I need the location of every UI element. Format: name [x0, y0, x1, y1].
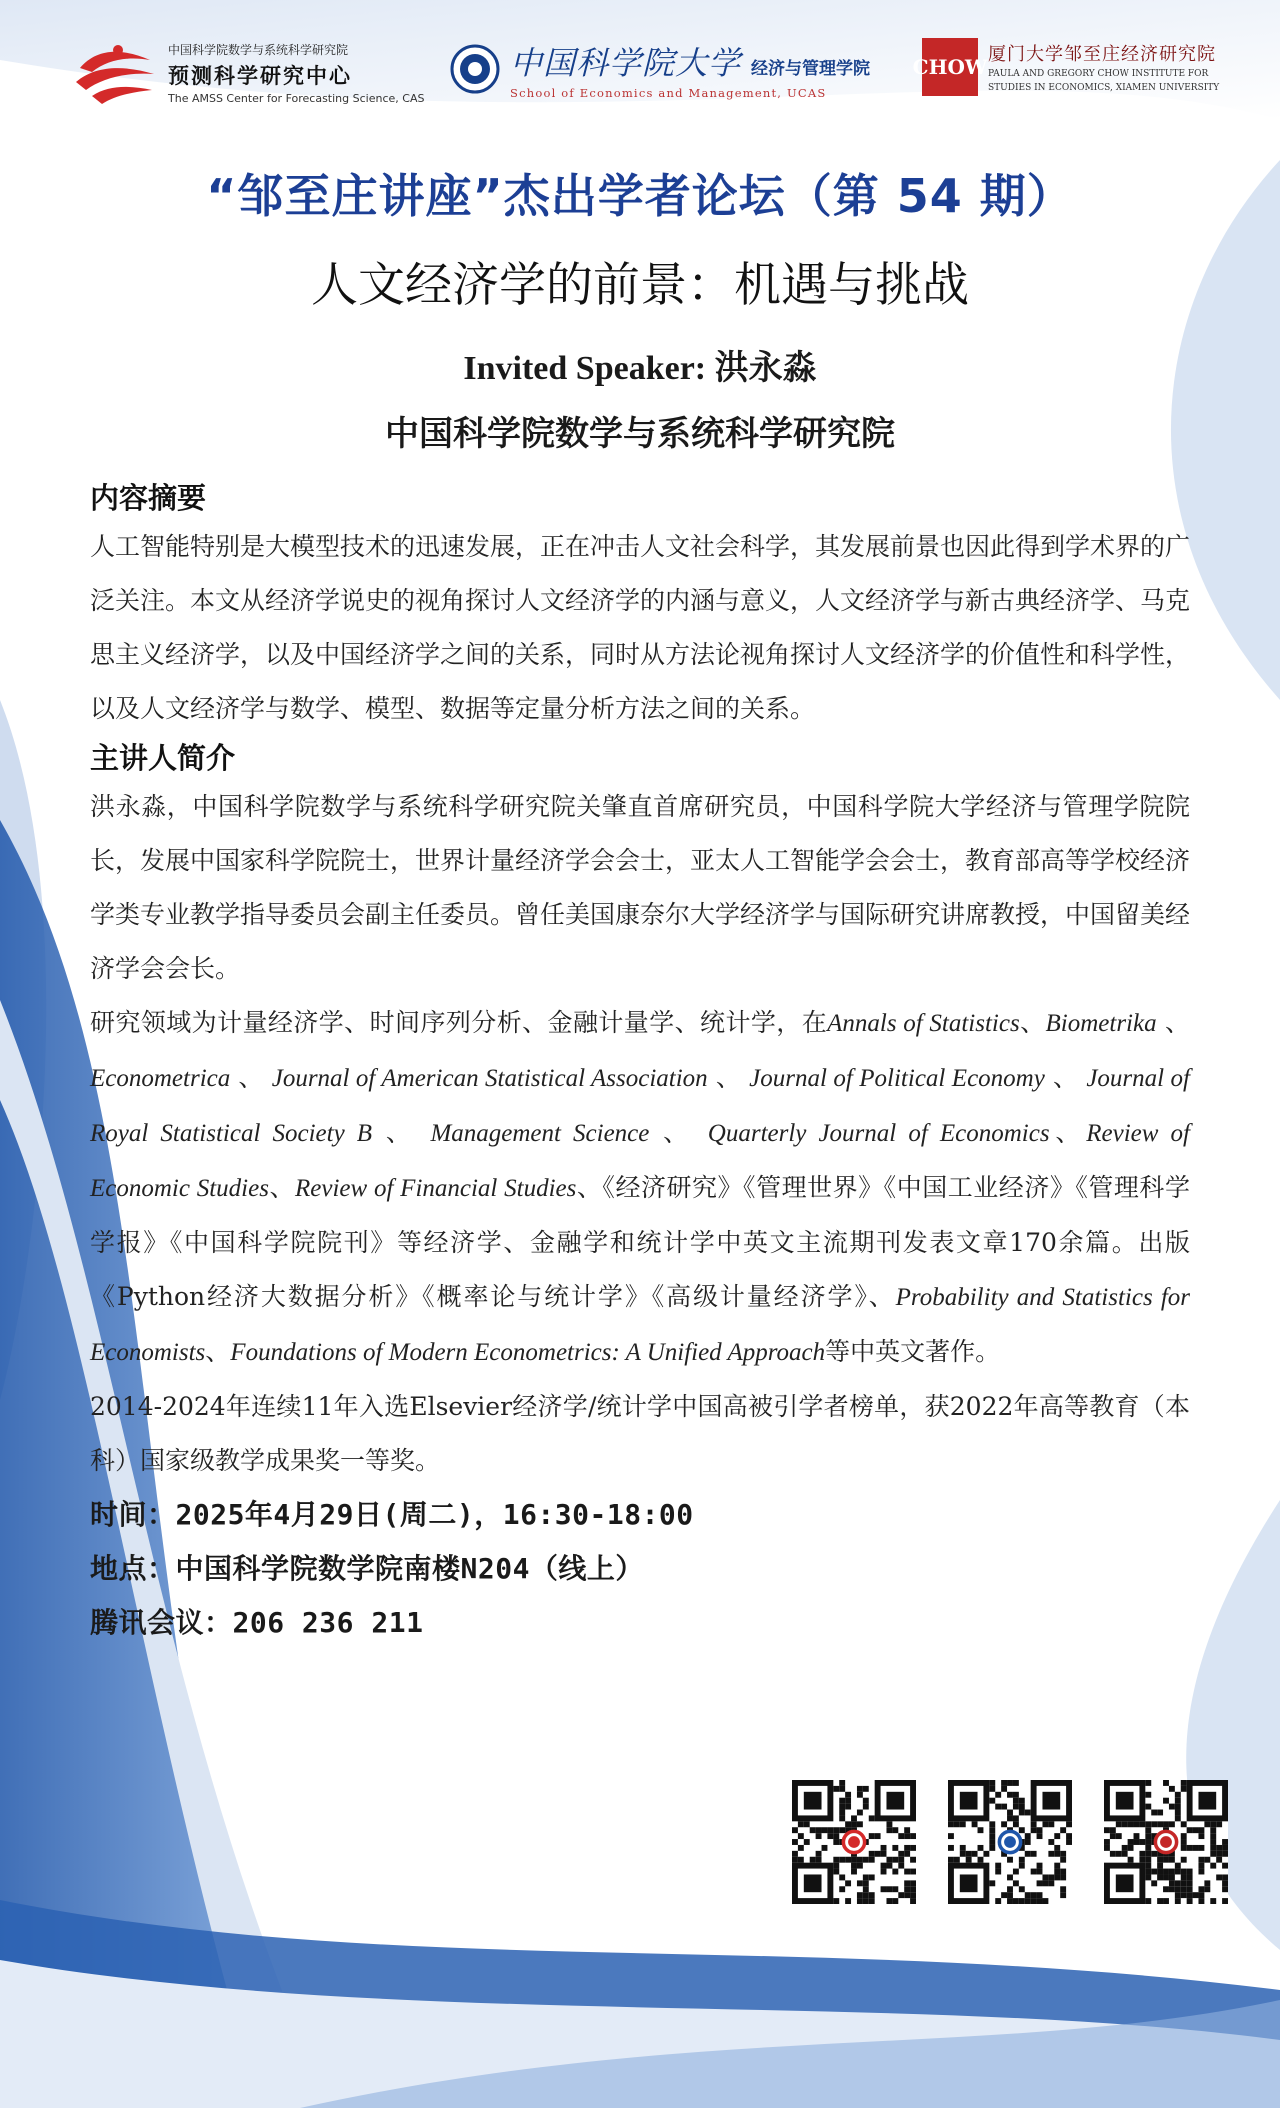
lecture-topic-title: 人文经济学的前景：机遇与挑战 [311, 258, 969, 313]
amss-institute-name: 中国科学院数学与系统科学研究院 [168, 43, 349, 57]
ucas-school-name: 经济与管理学院 [751, 59, 871, 79]
invited-speaker: Invited Speaker: 洪永淼 [463, 350, 817, 387]
journal-title: Journal of Royal Statistical Society B [90, 1065, 1190, 1147]
chinese-journals: 《经济研究》《管理世界》《中国工业经济》《管理科学学报》《中国科学院院刊》 [90, 1173, 1190, 1257]
speaker-affiliation: 中国科学院数学与系统科学研究院 [385, 414, 895, 454]
event-time: 时间：2025年4月29日(周二)，16:30-18:00 [90, 1498, 694, 1531]
forum-series-title: “邹至庄讲座”杰出学者论坛（第 54 期） [206, 169, 1074, 223]
publications-summary: 等经济学、金融学和统计学中英文主流期刊发表文章170余篇。出版《Python经济大数据分析》《概率论与统计学》《高级计量经济学》、 [90, 1228, 1190, 1311]
chow-mark-text: CHOW [912, 55, 988, 79]
journal-title: Management Science [430, 1120, 650, 1147]
chow-english-line1: PAULA AND GREGORY CHOW INSTITUTE FOR [988, 69, 1209, 79]
chow-institute-logo [912, 38, 1220, 96]
tencent-meeting-id: 腾讯会议：206 236 211 [90, 1606, 424, 1639]
journal-title: Annals of Statistics [827, 1010, 1020, 1037]
chow-emblem-icon [912, 38, 988, 96]
journal-title: Econometrica [90, 1065, 231, 1092]
journal-title: Review of Financial Studies [295, 1175, 577, 1202]
bio-heading: 主讲人简介 [90, 741, 236, 775]
journal-title: Review of Economic Studies [90, 1120, 1190, 1202]
forecasting-center-emblem-icon [72, 38, 158, 108]
amss-english-name: The AMSS Center for Forecasting Science, CAS [168, 92, 425, 105]
amss-logo [72, 38, 424, 108]
bio-paragraph-2: 研究领域为计量经济学、时间序列分析、金融计量学、统计学，在Annals of Statistics、Biometrika 、 Econometrica 、 Journal of American Statistical Association 、 Journal of Political Economy 、 Journal of Royal Statistical Society B 、 Management Science 、 Quarterly Journal of Economics、Review of Economic Studies、Review of Financial Studies、《经济研究》《管理世界》《中国工业经济》《管理科学学报》《中国科学院院刊》等经济学、金融学和统计学中英文主流期刊发表文章170余篇。出版《Python经济大数据分析》《概率论与统计学》《高级计量经济学》、Probability and Statistics for Economists、Foundations of Modern Econometrics: A Unified Approach等中英文著作。 [90, 1008, 1190, 1366]
abstract-text: 人工智能特别是大模型技术的迅速发展，正在冲击人文社会科学，其发展前景也因此得到学术界的广泛关注。本文从经济学说史的视角探讨人文经济学的内涵与意义，人文经济学与新古典经济学、马克思主义经济学，以及中国经济学之间的关系，同时从方法论视角探讨人文经济学的价值性和科学性，以及人文经济学与数学、模型、数据等定量分析方法之间的关系。 [90, 532, 1191, 723]
journal-title: Biometrika [1045, 1010, 1157, 1037]
amss-center-name: 预测科学研究中心 [168, 63, 352, 88]
qr-code-row [792, 1780, 1228, 1904]
book-title: Probability and Statistics for Economists [90, 1284, 1190, 1366]
bio-paragraph-1: 洪永淼，中国科学院数学与系统科学研究院关肇直首席研究员，中国科学院大学经济与管理学院院长，发展中国家科学院院士，世界计量经济学会会士，亚太人工智能学会会士，教育部高等学校经济学类专业教学指导委员会副主任委员。曾任美国康奈尔大学经济学与国际研究讲席教授，中国留美经济学会会长。 [90, 792, 1191, 983]
poster-content [90, 476, 1190, 1650]
chow-english-line2: STUDIES IN ECONOMICS, XIAMEN UNIVERSITY [988, 83, 1220, 93]
chow-qr-code[interactable] [1104, 1780, 1228, 1904]
chow-institute-name: 厦门大学邹至庄经济研究院 [988, 44, 1216, 65]
ucas-name: 中国科学院大学 [510, 44, 742, 82]
journal-title: Journal of Political Economy [749, 1065, 1045, 1092]
books-suffix: 等中英文著作。 [825, 1337, 1001, 1366]
event-location: 地点：中国科学院数学院南楼N204（线上） [90, 1552, 644, 1585]
ucas-english-name: School of Economics and Management, UCAS [510, 86, 827, 100]
journal-title: Journal of American Statistical Association [271, 1065, 708, 1092]
amss-qr-code[interactable] [792, 1780, 916, 1904]
ucas-logo [450, 38, 870, 100]
ucas-seal-icon [450, 44, 500, 94]
journal-title: Quarterly Journal of Economics [707, 1120, 1050, 1147]
bio-paragraph-3: 2014-2024年连续11年入选Elsevier经济学/统计学中国高被引学者榜单，获2022年高等教育（本科）国家级教学成果奖一等奖。 [90, 1392, 1190, 1475]
ucas-qr-code[interactable] [948, 1780, 1072, 1904]
book-title: Foundations of Modern Econometrics: A Unified Approach [230, 1339, 826, 1366]
research-intro: 研究领域为计量经济学、时间序列分析、金融计量学、统计学，在 [90, 1008, 828, 1037]
abstract-heading: 内容摘要 [90, 481, 207, 515]
